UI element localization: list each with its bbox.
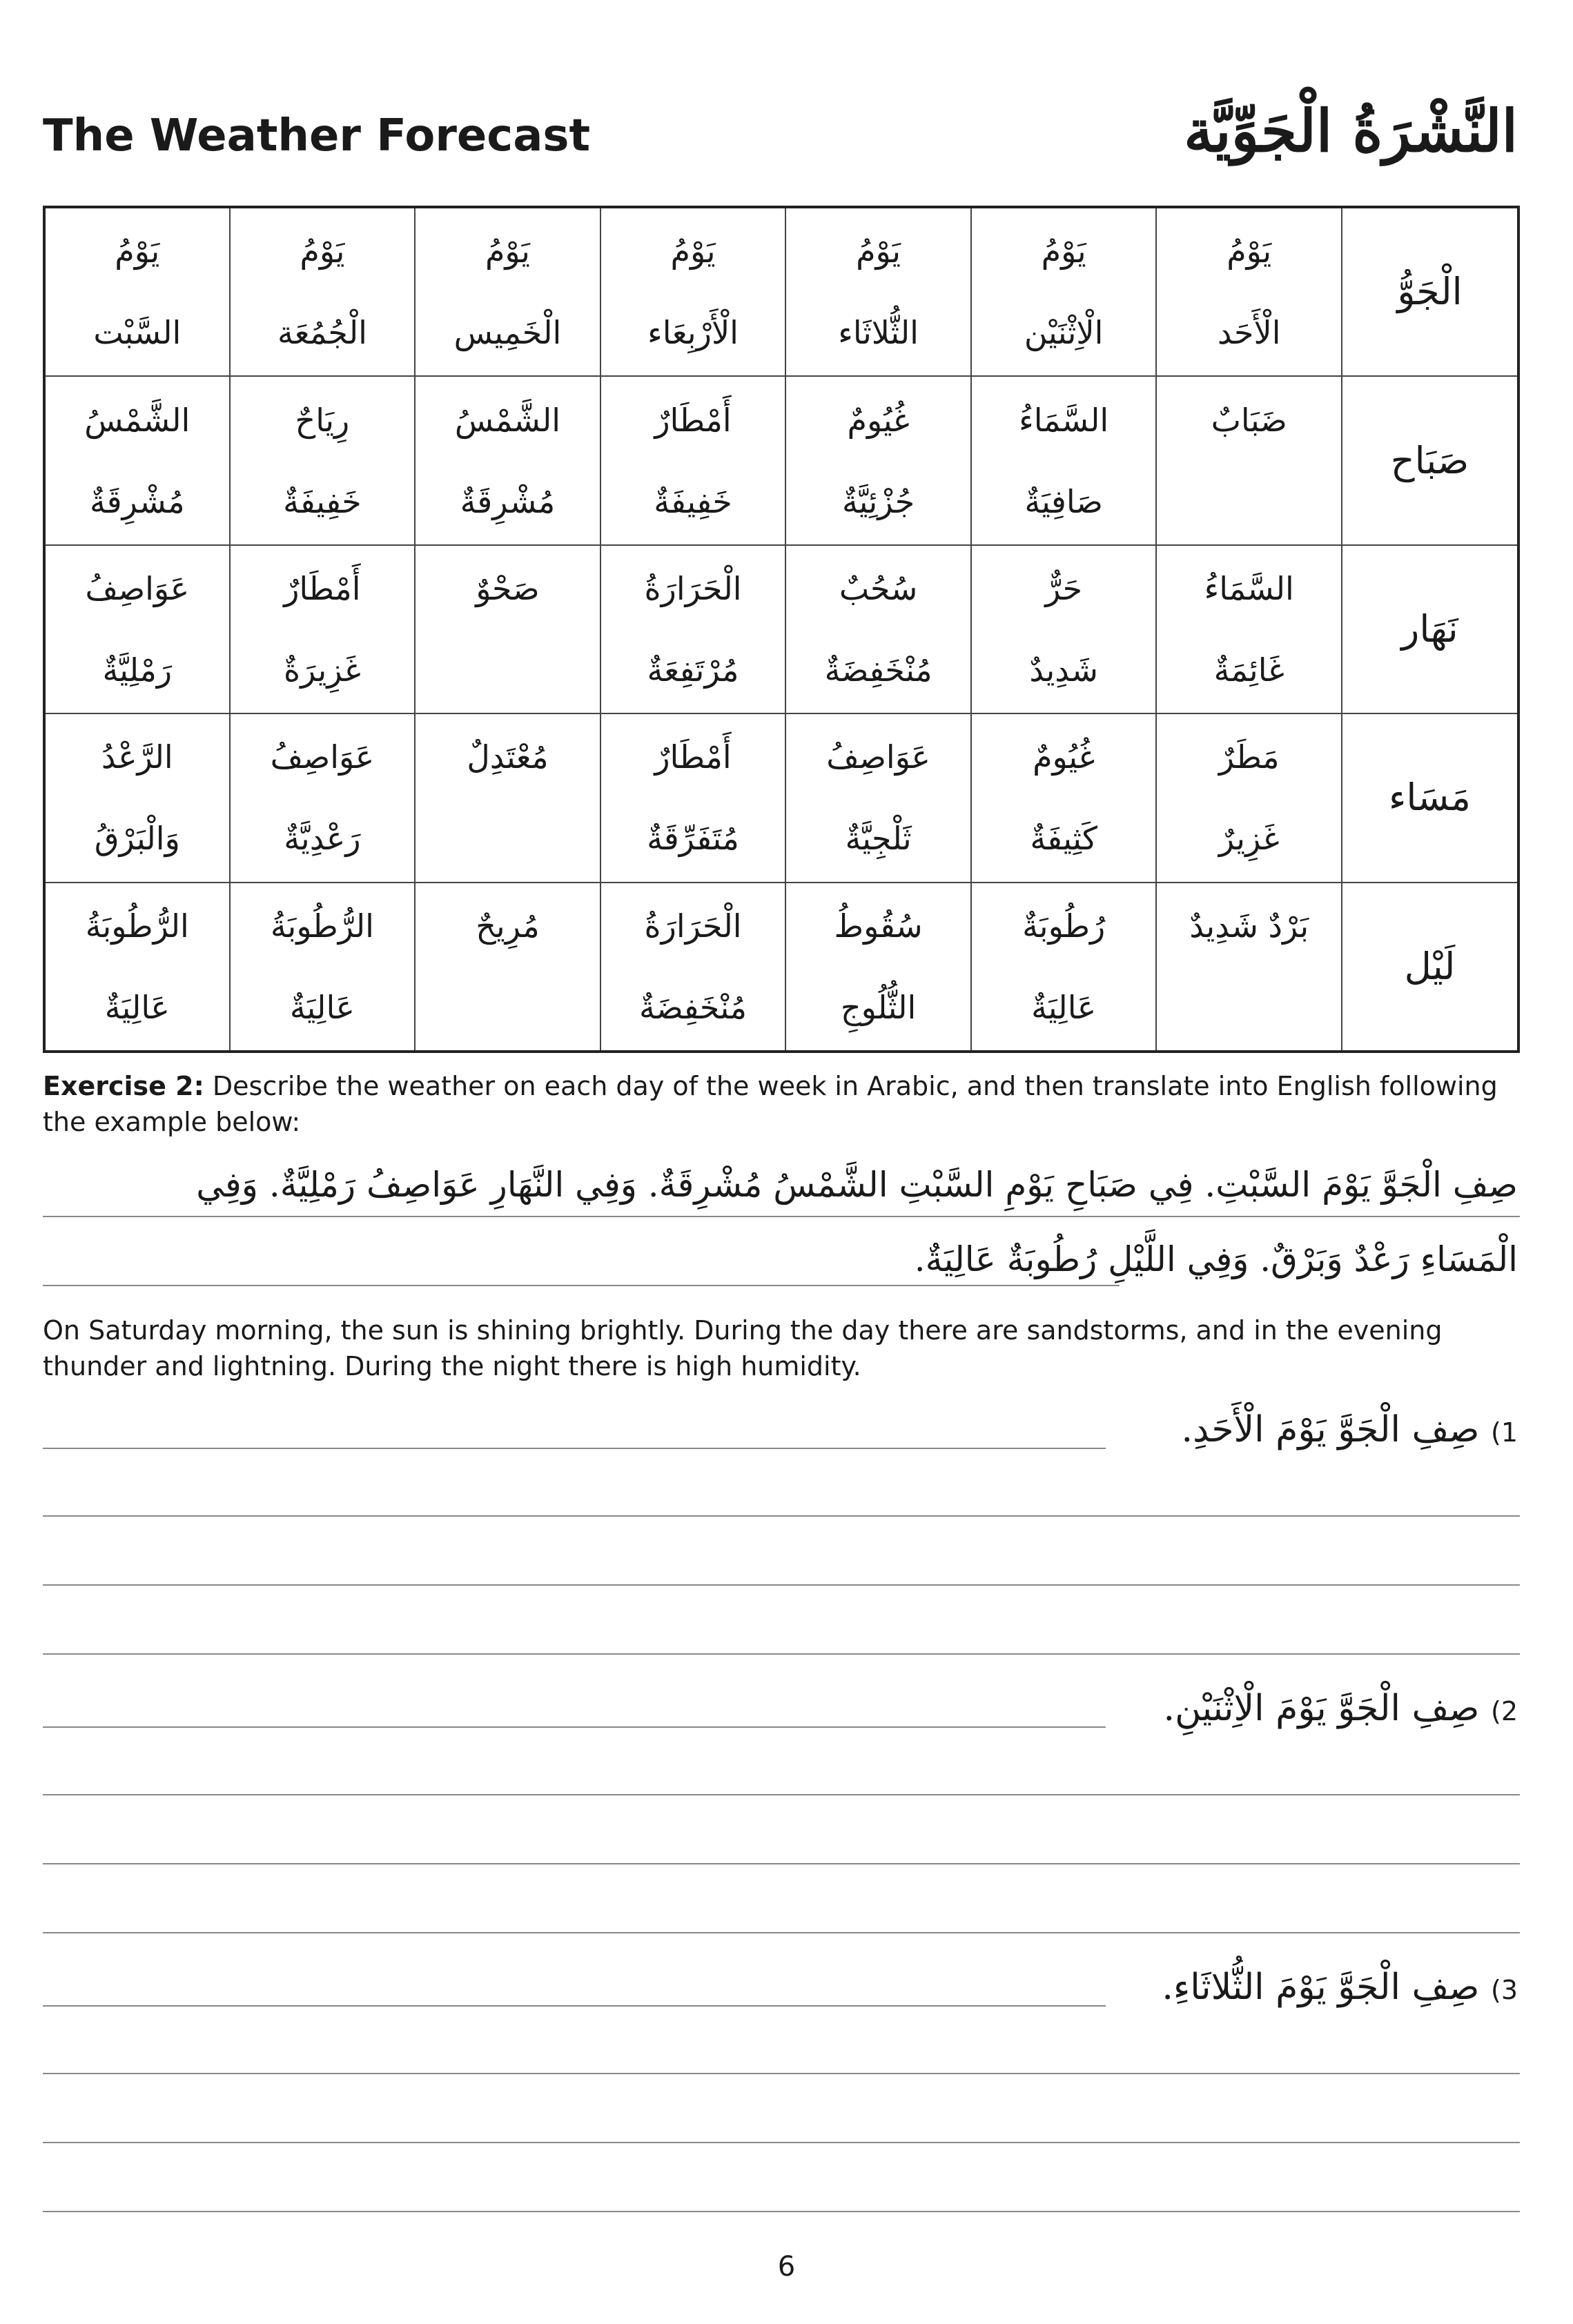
day-header: يَوْمُ الْاِثْنَيْن (971, 207, 1157, 376)
day-header: يَوْمُ السَّبْت (44, 207, 230, 376)
example-translation: On Saturday morning, the sun is shining brightly. During the day there are sandstorms, and in the evening thunder and lightning. During the night there is high humidity. (43, 1315, 1443, 1381)
page-title-arabic: النَّشْرَةُ الْجَوِّيَّة (1184, 97, 1518, 165)
question-text: صِفِ الْجَوَّ يَوْمَ الثُّلاثَاءِ. (1162, 1967, 1480, 2008)
row-header: نَهَار (1342, 545, 1518, 713)
question-number: 1) (1490, 1417, 1518, 1448)
table-cell: السَّمَاءُ صَافِيَةٌ (971, 376, 1157, 544)
table-cell: مُعْتَدِلٌ (415, 713, 600, 882)
table-cell: عَوَاصِفُ ثَلْجِيَّةٌ (785, 713, 971, 882)
question-text: صِفِ الْجَوَّ يَوْمَ الْاِثْنَيْنِ. (1163, 1688, 1480, 1729)
page-number: 6 (777, 2251, 796, 2283)
question-text: صِفِ الْجَوَّ يَوْمَ الْأَحَدِ. (1181, 1409, 1480, 1450)
table-cell: الرُّطُوبَةُ عَالِيَةٌ (44, 883, 230, 1052)
example-arabic-line-1: صِفِ الْجَوَّ يَوْمَ السَّبْتِ. فِي صَبَاحِ يَوْمِ السَّبْتِ الشَّمْسُ مُشْرِقَةٌ. وَفِي النَّهَارِ عَوَاصِفُ رَمْلِيَّةٌ. وَفِي (196, 1165, 1518, 1205)
row-header: مَسَاء (1342, 713, 1518, 882)
question-number: 3) (1490, 1975, 1518, 2005)
exercise-label: Exercise 2: (43, 1071, 204, 1101)
exercise-instruction (43, 1068, 1527, 1140)
table-cell: سُحُبٌ مُنْخَفِضَةٌ (785, 545, 971, 713)
question-number: 2) (1490, 1696, 1518, 1726)
answer-line[interactable] (43, 1794, 1520, 1795)
table-cell: عَوَاصِفُ رَعْدِيَّةٌ (230, 713, 416, 882)
table-row (44, 713, 1518, 882)
example-arabic-line-2: الْمَسَاءِ رَعْدٌ وَبَرْقٌ. وَفِي اللَّيْلِ رُطُوبَةٌ عَالِيَةٌ. (914, 1239, 1518, 1279)
table-cell: صَحْوٌ (415, 545, 600, 713)
table-cell: رُطُوبَةٌ عَالِيَةٌ (971, 883, 1157, 1052)
table-cell: أَمْطَارٌ خَفِيفَةٌ (600, 376, 786, 544)
table-cell: الشَّمْسُ مُشْرِقَةٌ (44, 376, 230, 544)
table-cell: الْحَرَارَةُ مُنْخَفِضَةٌ (600, 883, 786, 1052)
table-cell: غُيُومٌ جُزْئِيَّةٌ (785, 376, 971, 544)
table-cell: الْحَرَارَةُ مُرْتَفِعَةٌ (600, 545, 786, 713)
table-cell: غُيُومٌ كَثِيفَةٌ (971, 713, 1157, 882)
answer-line[interactable] (43, 1515, 1520, 1517)
writing-line (43, 1285, 1120, 1286)
page-title: The Weather Forecast (43, 110, 591, 161)
table-cell: أَمْطَارٌ مُتَفَرِّقَةٌ (600, 713, 786, 882)
table-cell: أَمْطَارٌ غَزِيرَةٌ (230, 545, 416, 713)
day-header: يَوْمُ الْجُمُعَة (230, 207, 416, 376)
answer-line[interactable] (43, 1448, 1106, 1449)
exercise-instruction-text: Describe the weather on each day of the week in Arabic, and then translate into English following the example below: (43, 1071, 1498, 1137)
table-cell: مُرِيحٌ (415, 883, 600, 1052)
table-cell: مَطَرٌ غَزِيرٌ (1156, 713, 1342, 882)
table-cell: الشَّمْسُ مُشْرِقَةٌ (415, 376, 600, 544)
day-header: يَوْمُ الْأَرْبِعَاء (600, 207, 786, 376)
table-row (44, 545, 1518, 713)
forecast-table (43, 206, 1520, 1053)
row-header: لَيْل (1342, 883, 1518, 1052)
table-row (44, 883, 1518, 1052)
table-cell: الرَّعْدُ وَالْبَرْقُ (44, 713, 230, 882)
answer-line[interactable] (43, 1932, 1520, 1933)
answer-line[interactable] (43, 1653, 1520, 1655)
table-cell: بَرْدٌ شَدِيدٌ (1156, 883, 1342, 1052)
answer-line[interactable] (43, 2005, 1106, 2007)
table-cell: السَّمَاءُ غَائِمَةٌ (1156, 545, 1342, 713)
table-row (44, 376, 1518, 544)
table-cell: رِيَاحٌ خَفِيفَةٌ (230, 376, 416, 544)
table-cell: عَوَاصِفُ رَمْلِيَّةٌ (44, 545, 230, 713)
writing-line (43, 1216, 1520, 1217)
question-3 (1162, 1967, 1518, 2008)
table-cell: سُقُوطُ الثُّلُوجِ (785, 883, 971, 1052)
day-header: يَوْمُ الْأَحَد (1156, 207, 1342, 376)
answer-line[interactable] (43, 1726, 1106, 1728)
table-cell: ضَبَابٌ (1156, 376, 1342, 544)
answer-line[interactable] (43, 2211, 1520, 2212)
table-header-row (44, 207, 1518, 376)
row-header: صَبَاح (1342, 376, 1518, 544)
day-header: يَوْمُ الْخَمِيس (415, 207, 600, 376)
question-1 (1182, 1409, 1518, 1450)
answer-line[interactable] (43, 1584, 1520, 1586)
question-2 (1164, 1688, 1518, 1729)
answer-line[interactable] (43, 2073, 1520, 2074)
answer-line[interactable] (43, 1863, 1520, 1864)
answer-line[interactable] (43, 2142, 1520, 2143)
table-cell: حَرٌّ شَدِيدٌ (971, 545, 1157, 713)
table-cell: الرُّطُوبَةُ عَالِيَةٌ (230, 883, 416, 1052)
corner-cell: الْجَوُّ (1342, 207, 1518, 376)
day-header: يَوْمُ الثُّلاثَاء (785, 207, 971, 376)
